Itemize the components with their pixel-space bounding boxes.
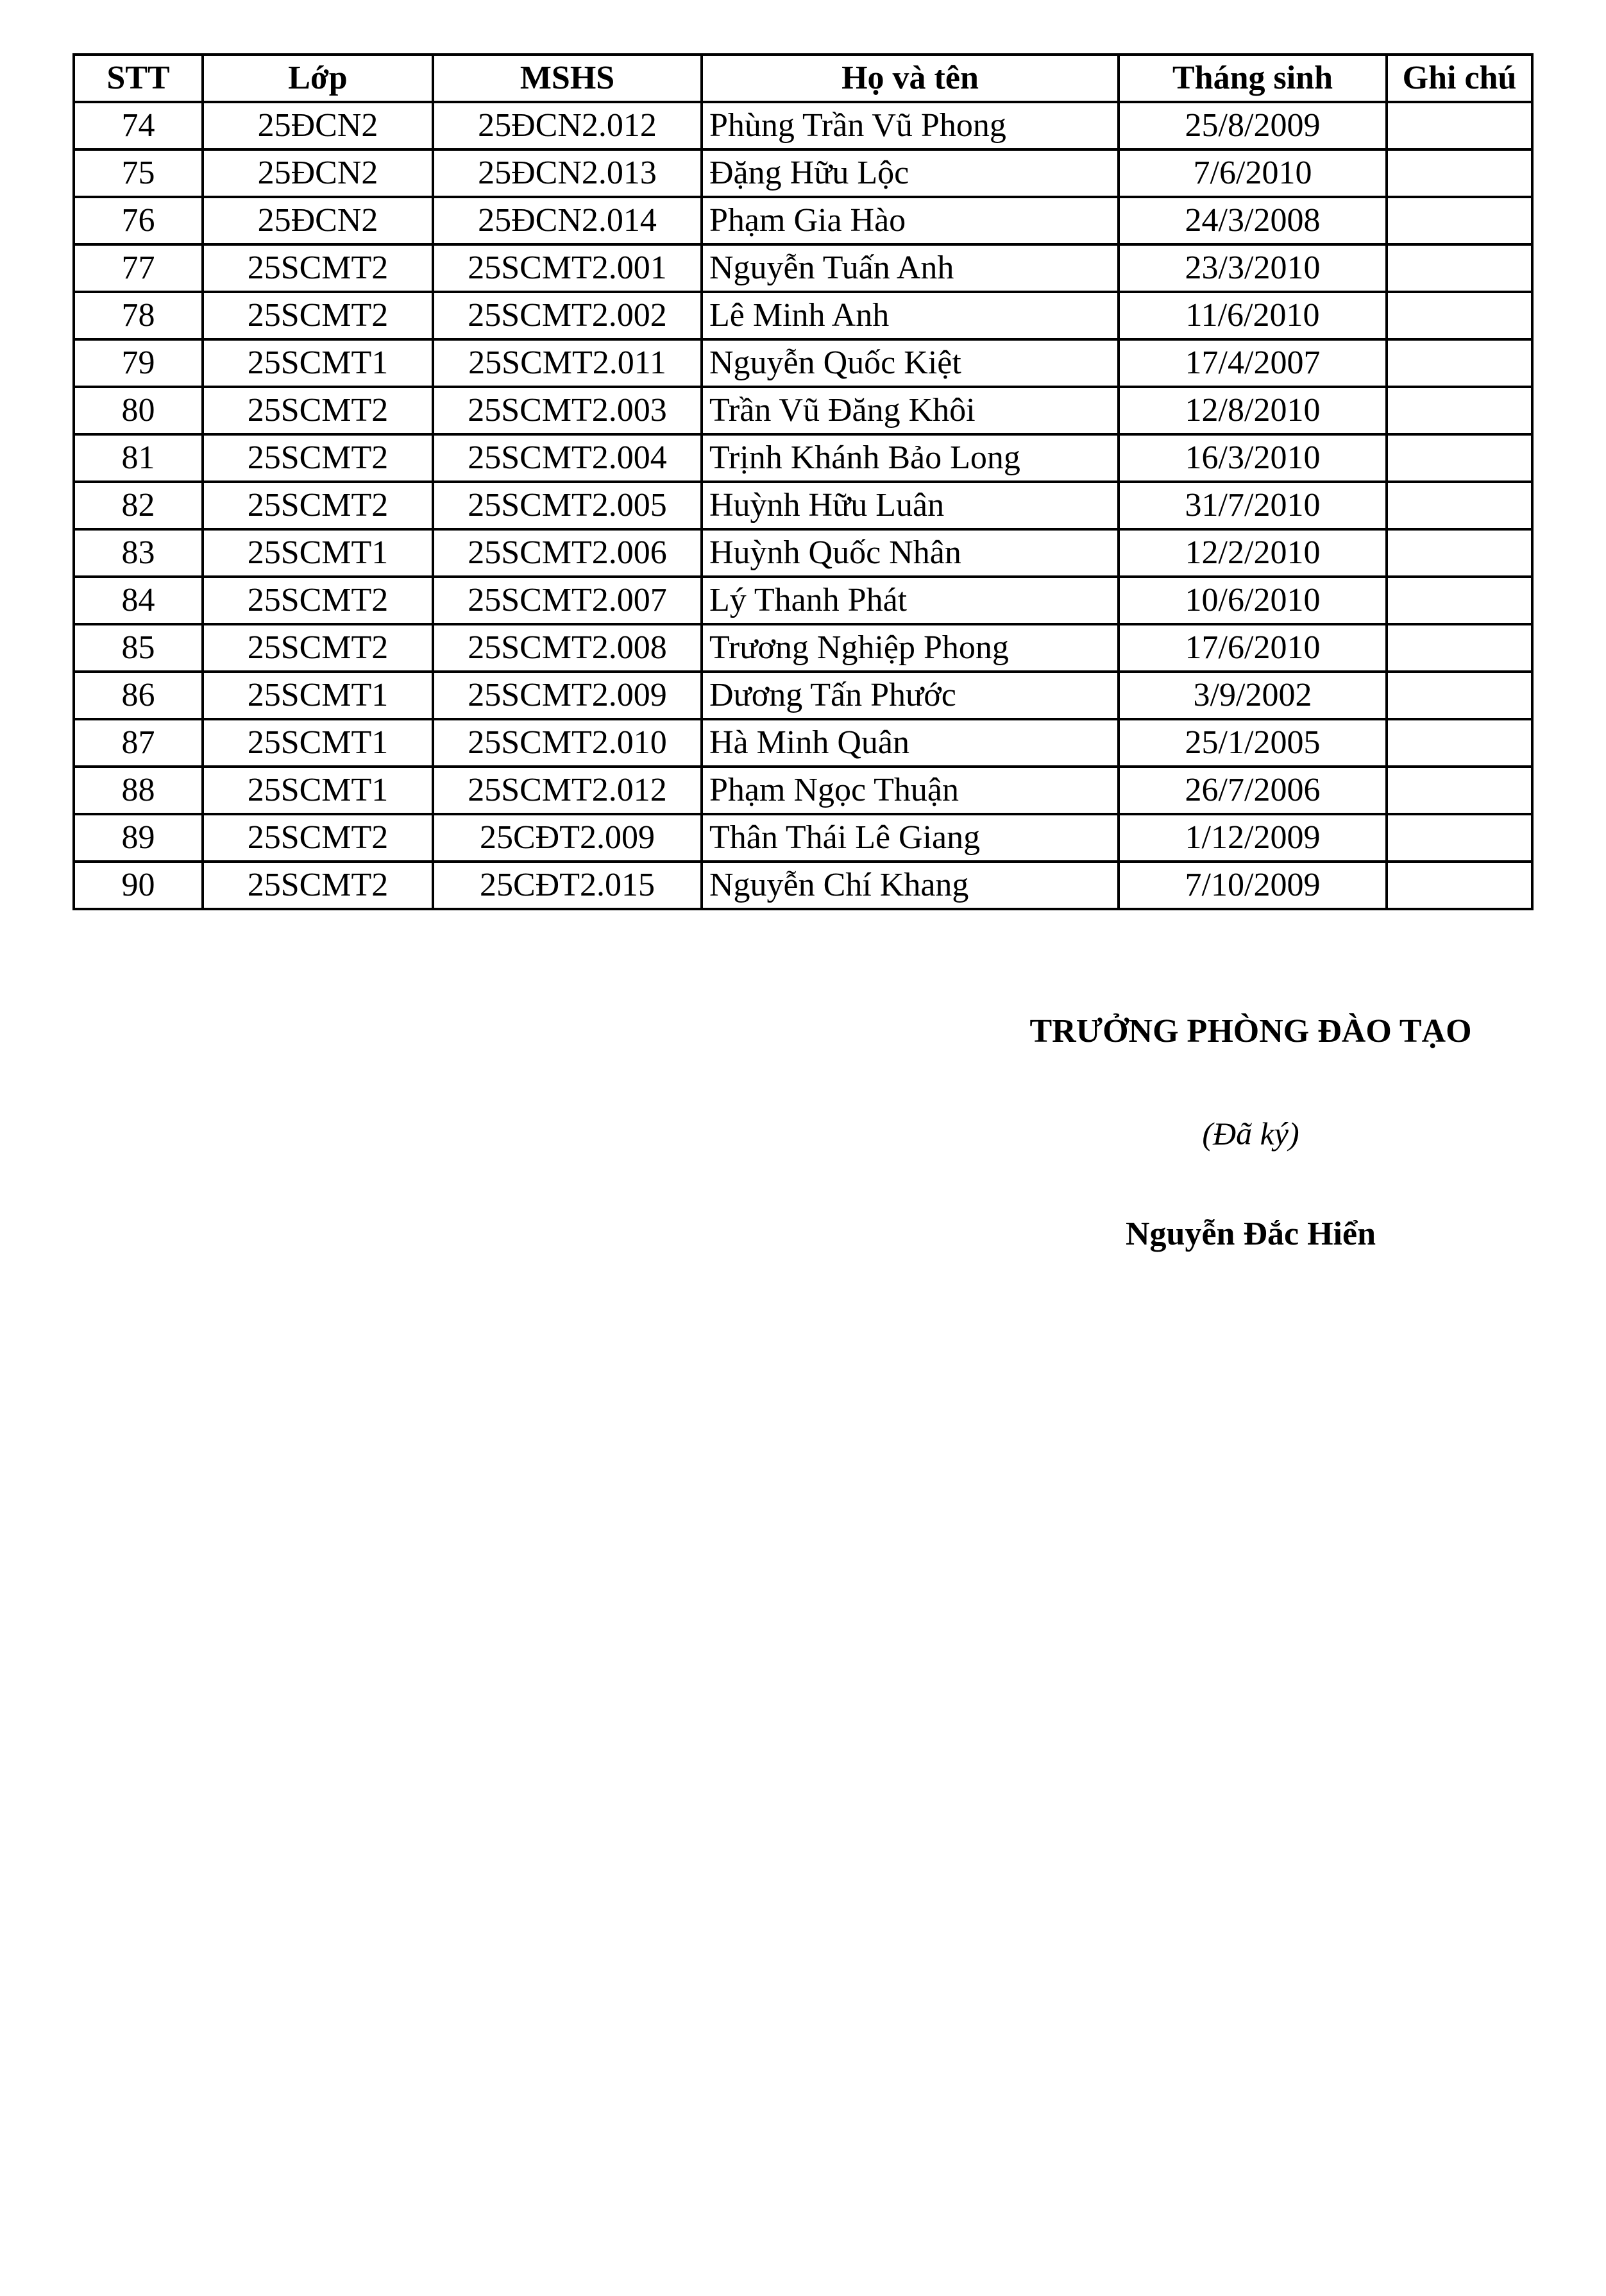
cell-stt: 87 <box>74 719 203 767</box>
cell-note <box>1387 814 1532 862</box>
cell-lop: 25SCMT1 <box>203 529 433 577</box>
cell-lop: 25SCMT2 <box>203 292 433 339</box>
cell-note <box>1387 102 1532 149</box>
signer-name: Nguyễn Đắc Hiển <box>1126 1216 1376 1252</box>
header-lop: Lớp <box>203 55 433 102</box>
cell-stt: 79 <box>74 339 203 387</box>
cell-mshs: 25SCMT2.004 <box>433 434 702 482</box>
cell-mshs: 25CĐT2.009 <box>433 814 702 862</box>
cell-mshs: 25SCMT2.003 <box>433 387 702 434</box>
cell-lop: 25SCMT2 <box>203 244 433 292</box>
cell-name: Thân Thái Lê Giang <box>702 814 1119 862</box>
cell-lop: 25SCMT1 <box>203 719 433 767</box>
cell-stt: 82 <box>74 482 203 529</box>
cell-lop: 25SCMT2 <box>203 577 433 624</box>
cell-lop: 25SCMT2 <box>203 387 433 434</box>
cell-lop: 25SCMT2 <box>203 814 433 862</box>
table-row <box>74 244 1532 292</box>
header-note: Ghi chú <box>1387 55 1532 102</box>
cell-mshs: 25CĐT2.015 <box>433 862 702 909</box>
cell-name: Huỳnh Hữu Luân <box>702 482 1119 529</box>
table-row <box>74 672 1532 719</box>
cell-mshs: 25SCMT2.012 <box>433 767 702 814</box>
cell-dob: 12/2/2010 <box>1119 529 1387 577</box>
cell-name: Hà Minh Quân <box>702 719 1119 767</box>
cell-stt: 83 <box>74 529 203 577</box>
cell-name: Phùng Trần Vũ Phong <box>702 102 1119 149</box>
cell-dob: 7/10/2009 <box>1119 862 1387 909</box>
table-row <box>74 434 1532 482</box>
cell-mshs: 25SCMT2.008 <box>433 624 702 672</box>
cell-lop: 25SCMT2 <box>203 434 433 482</box>
table-row <box>74 482 1532 529</box>
cell-mshs: 25ĐCN2.013 <box>433 149 702 197</box>
header-name: Họ và tên <box>702 55 1119 102</box>
cell-name: Lý Thanh Phát <box>702 577 1119 624</box>
cell-dob: 16/3/2010 <box>1119 434 1387 482</box>
cell-stt: 80 <box>74 387 203 434</box>
cell-mshs: 25SCMT2.006 <box>433 529 702 577</box>
cell-note <box>1387 292 1532 339</box>
table-row <box>74 197 1532 244</box>
table-row <box>74 102 1532 149</box>
table-body <box>74 102 1532 909</box>
cell-stt: 85 <box>74 624 203 672</box>
cell-stt: 90 <box>74 862 203 909</box>
table-row <box>74 624 1532 672</box>
cell-name: Huỳnh Quốc Nhân <box>702 529 1119 577</box>
cell-dob: 17/6/2010 <box>1119 624 1387 672</box>
cell-note <box>1387 719 1532 767</box>
signature-title: TRƯỞNG PHÒNG ĐÀO TẠO <box>1029 1013 1472 1050</box>
cell-note <box>1387 339 1532 387</box>
cell-stt: 77 <box>74 244 203 292</box>
table-row <box>74 529 1532 577</box>
cell-name: Lê Minh Anh <box>702 292 1119 339</box>
cell-stt: 86 <box>74 672 203 719</box>
cell-mshs: 25ĐCN2.012 <box>433 102 702 149</box>
cell-dob: 25/1/2005 <box>1119 719 1387 767</box>
cell-dob: 26/7/2006 <box>1119 767 1387 814</box>
cell-stt: 84 <box>74 577 203 624</box>
cell-mshs: 25SCMT2.005 <box>433 482 702 529</box>
table-header-row <box>74 55 1532 102</box>
cell-dob: 12/8/2010 <box>1119 387 1387 434</box>
cell-note <box>1387 577 1532 624</box>
cell-note <box>1387 149 1532 197</box>
cell-dob: 24/3/2008 <box>1119 197 1387 244</box>
cell-name: Nguyễn Tuấn Anh <box>702 244 1119 292</box>
cell-name: Trần Vũ Đăng Khôi <box>702 387 1119 434</box>
table-row <box>74 862 1532 909</box>
cell-lop: 25SCMT2 <box>203 624 433 672</box>
cell-dob: 31/7/2010 <box>1119 482 1387 529</box>
cell-note <box>1387 529 1532 577</box>
cell-note <box>1387 197 1532 244</box>
cell-note <box>1387 482 1532 529</box>
cell-dob: 25/8/2009 <box>1119 102 1387 149</box>
header-stt: STT <box>74 55 203 102</box>
cell-note <box>1387 624 1532 672</box>
cell-note <box>1387 244 1532 292</box>
cell-lop: 25ĐCN2 <box>203 102 433 149</box>
signature-status: (Đã ký) <box>1202 1116 1299 1152</box>
table-row <box>74 339 1532 387</box>
cell-dob: 3/9/2002 <box>1119 672 1387 719</box>
cell-note <box>1387 767 1532 814</box>
table-row <box>74 719 1532 767</box>
cell-note <box>1387 862 1532 909</box>
cell-mshs: 25SCMT2.001 <box>433 244 702 292</box>
header-dob: Tháng sinh <box>1119 55 1387 102</box>
cell-name: Phạm Gia Hào <box>702 197 1119 244</box>
cell-lop: 25SCMT2 <box>203 482 433 529</box>
cell-dob: 7/6/2010 <box>1119 149 1387 197</box>
cell-lop: 25ĐCN2 <box>203 149 433 197</box>
cell-name: Dương Tấn Phước <box>702 672 1119 719</box>
cell-dob: 1/12/2009 <box>1119 814 1387 862</box>
cell-name: Nguyễn Quốc Kiệt <box>702 339 1119 387</box>
cell-name: Trịnh Khánh Bảo Long <box>702 434 1119 482</box>
cell-mshs: 25ĐCN2.014 <box>433 197 702 244</box>
table-row <box>74 387 1532 434</box>
cell-stt: 89 <box>74 814 203 862</box>
cell-stt: 74 <box>74 102 203 149</box>
cell-name: Đặng Hữu Lộc <box>702 149 1119 197</box>
cell-dob: 10/6/2010 <box>1119 577 1387 624</box>
cell-stt: 78 <box>74 292 203 339</box>
cell-name: Nguyễn Chí Khang <box>702 862 1119 909</box>
cell-stt: 76 <box>74 197 203 244</box>
table-row <box>74 814 1532 862</box>
cell-stt: 81 <box>74 434 203 482</box>
cell-note <box>1387 387 1532 434</box>
student-list-table <box>72 53 1534 910</box>
cell-dob: 23/3/2010 <box>1119 244 1387 292</box>
cell-stt: 75 <box>74 149 203 197</box>
cell-mshs: 25SCMT2.002 <box>433 292 702 339</box>
cell-note <box>1387 434 1532 482</box>
cell-mshs: 25SCMT2.011 <box>433 339 702 387</box>
cell-lop: 25SCMT2 <box>203 862 433 909</box>
cell-lop: 25SCMT1 <box>203 767 433 814</box>
cell-mshs: 25SCMT2.007 <box>433 577 702 624</box>
cell-dob: 17/4/2007 <box>1119 339 1387 387</box>
cell-name: Trương Nghiệp Phong <box>702 624 1119 672</box>
cell-lop: 25ĐCN2 <box>203 197 433 244</box>
table-row <box>74 149 1532 197</box>
cell-mshs: 25SCMT2.010 <box>433 719 702 767</box>
header-mshs: MSHS <box>433 55 702 102</box>
cell-lop: 25SCMT1 <box>203 339 433 387</box>
table-row <box>74 767 1532 814</box>
cell-mshs: 25SCMT2.009 <box>433 672 702 719</box>
cell-name: Phạm Ngọc Thuận <box>702 767 1119 814</box>
cell-stt: 88 <box>74 767 203 814</box>
table-row <box>74 292 1532 339</box>
cell-dob: 11/6/2010 <box>1119 292 1387 339</box>
table-row <box>74 577 1532 624</box>
cell-lop: 25SCMT1 <box>203 672 433 719</box>
cell-note <box>1387 672 1532 719</box>
